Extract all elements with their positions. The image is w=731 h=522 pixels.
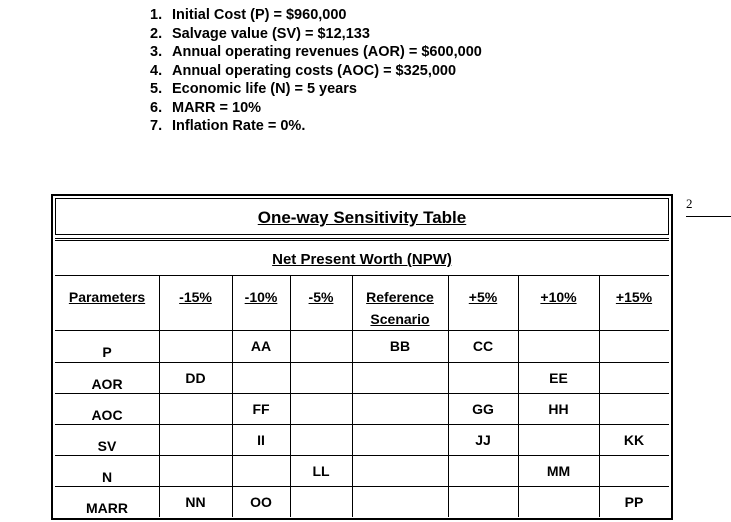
column-header: -10% [244, 289, 278, 305]
table-title-box [55, 198, 669, 235]
list-item: 7. Inflation Rate = 0%. [150, 118, 306, 134]
table-cell: HH [548, 401, 569, 417]
table-cell: GG [472, 401, 494, 417]
table-cell: EE [549, 370, 568, 386]
row-parameter-label: N [101, 469, 113, 485]
title-divider [55, 238, 669, 241]
column-header: Reference Scenario [366, 289, 434, 327]
table-cell: CC [472, 338, 494, 354]
row-rule [55, 486, 669, 487]
row-parameter-label: SV [97, 438, 117, 454]
row-rule [55, 393, 669, 394]
column-rule [599, 275, 600, 517]
column-rule [448, 275, 449, 517]
page-number-rule [686, 216, 731, 217]
table-cell: OO [250, 494, 272, 510]
list-item: 4. Annual operating costs (AOC) = $325,000 [150, 62, 457, 79]
row-rule [55, 455, 669, 456]
row-parameter-label: P [102, 344, 112, 360]
row-parameter-label: AOC [91, 407, 123, 423]
table-cell: MM [546, 463, 571, 479]
column-header: -5% [308, 289, 334, 305]
list-item: 3. Annual operating revenues (AOR) = $600,000 [150, 44, 482, 60]
row-rule [55, 362, 669, 363]
table-cell: PP [624, 494, 644, 510]
table-cell: NN [185, 494, 206, 510]
column-rule [290, 275, 291, 517]
column-header: +10% [540, 289, 577, 305]
column-rule [232, 275, 233, 517]
column-rule [518, 275, 519, 517]
column-rule [159, 275, 160, 517]
table-cell: LL [312, 463, 330, 479]
column-header: +5% [468, 289, 498, 305]
page-number: 2 [686, 196, 693, 211]
table-title: One-way Sensitivity Table [257, 208, 467, 227]
row-rule [55, 330, 669, 331]
table-cell: DD [185, 370, 206, 386]
given-data-list [150, 6, 482, 136]
column-header: -15% [179, 289, 212, 305]
row-rule [55, 424, 669, 425]
list-item: 6. MARR = 10% [150, 99, 262, 116]
table-cell: BB [389, 338, 411, 354]
list-item: 1. Initial Cost (P) = $960,000 [150, 7, 347, 23]
row-parameter-label: AOR [91, 376, 123, 392]
table-cell: FF [252, 401, 270, 417]
list-item: 5. Economic life (N) = 5 years [150, 81, 357, 97]
table-subtitle: Net Present Worth (NPW) [272, 251, 452, 268]
column-header: Parameters [68, 289, 146, 305]
table-cell: II [257, 432, 265, 448]
header-top-rule [55, 275, 669, 276]
table-cell: JJ [475, 432, 491, 448]
row-parameter-label: MARR [86, 500, 128, 516]
list-item: 2. Salvage value (SV) = $12,133 [150, 25, 370, 42]
column-header: +15% [615, 289, 653, 305]
table-cell: KK [623, 432, 645, 448]
table-cell: AA [250, 338, 272, 354]
